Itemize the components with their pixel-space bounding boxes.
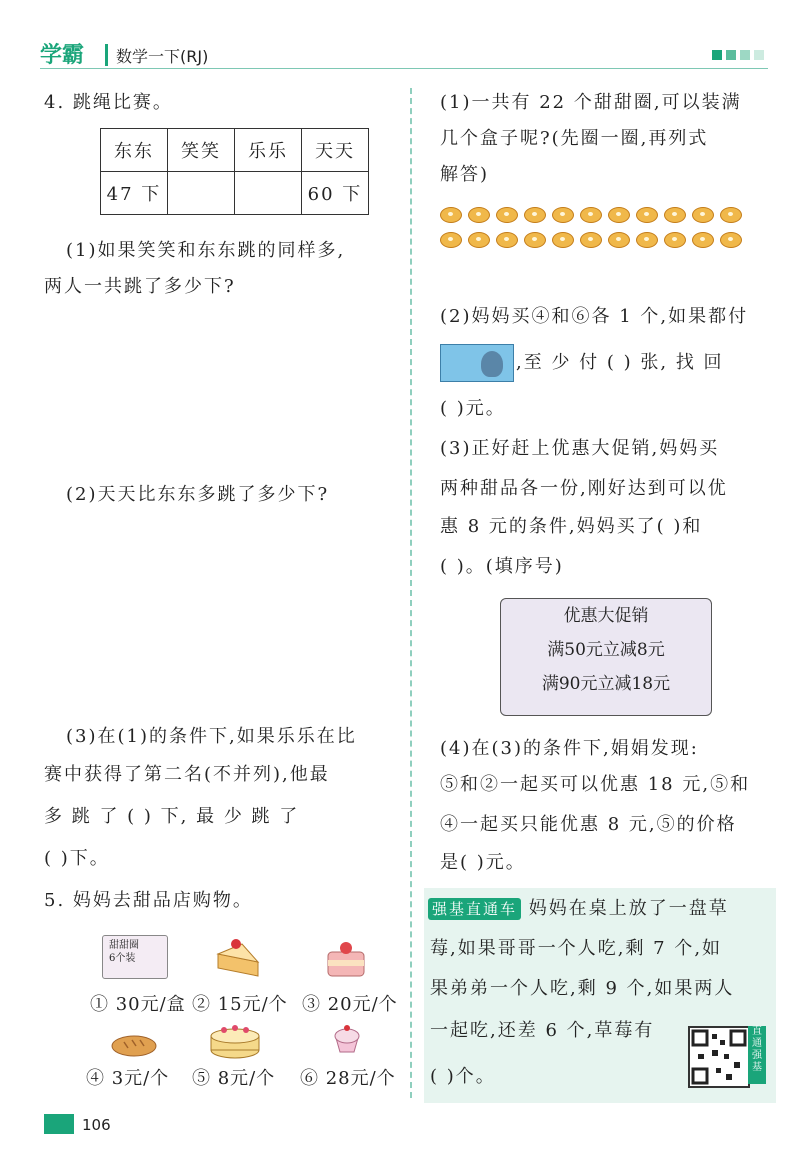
r-q4-line-2: ⑤和②一起买可以优惠 18 元,⑤和 — [440, 774, 751, 795]
tip-line-5: ( )个。 — [430, 1066, 496, 1087]
donut-icon — [440, 207, 462, 223]
donut-icon — [496, 232, 518, 248]
donut-icon — [692, 232, 714, 248]
column-divider — [410, 88, 412, 1098]
table-cell: 47 下 — [101, 172, 168, 215]
donut-icon — [636, 207, 658, 223]
donut-icon — [440, 232, 462, 248]
price-3: ③ 20元/个 — [302, 994, 398, 1015]
q4-1-line-2: 两人一共跳了多少下? — [44, 276, 236, 297]
header-rule — [40, 68, 768, 69]
table-row — [101, 129, 369, 172]
header-separator — [105, 44, 108, 66]
r-q4-line-3: ④一起买只能优惠 8 元,⑤的价格 — [440, 814, 737, 835]
r-q1-line-2: 几个盒子呢?(先圈一圈,再列式 — [440, 128, 709, 149]
donut-icon — [552, 232, 574, 248]
question-5-title: 5. 妈妈去甜品店购物。 — [44, 890, 253, 911]
qr-pattern-icon — [690, 1028, 748, 1086]
donut-icon — [608, 232, 630, 248]
strawberry-cake-icon — [324, 938, 368, 980]
r-q3-line-1: (3)正好赶上优惠大促销,妈妈买 — [440, 438, 720, 459]
table-cell: 东东 — [101, 129, 168, 172]
price-1: ① 30元/盒 — [90, 994, 186, 1015]
table-cell: 乐乐 — [235, 129, 302, 172]
tip-line-3: 果弟弟一个人吃,剩 9 个,如果两人 — [430, 978, 735, 999]
donut-icon — [524, 207, 546, 223]
cupcake-icon — [330, 1020, 364, 1054]
box-label-1: 甜甜圈 — [109, 940, 139, 951]
donut-icon — [608, 207, 630, 223]
cake-slice-icon — [214, 936, 262, 980]
donut-icon — [664, 232, 686, 248]
donut-icon — [524, 232, 546, 248]
donut-icon — [468, 232, 490, 248]
table-cell: 天天 — [302, 129, 369, 172]
donut-icon — [580, 232, 602, 248]
layer-cake-icon — [208, 1020, 262, 1060]
tip-line-1 — [428, 896, 729, 922]
tip-tag: 强基直通车 — [428, 898, 521, 920]
header-square-1 — [712, 50, 722, 60]
pencil-icon — [44, 1114, 74, 1134]
tip-text-1: 妈妈在桌上放了一盘草 — [528, 898, 729, 919]
donut-icon — [692, 207, 714, 223]
r-q4-line-4: 是( )元。 — [440, 852, 526, 873]
r-q2-line-3: ( )元。 — [440, 398, 506, 419]
r-q3-line-3: 惠 8 元的条件,妈妈买了( )和 — [440, 516, 703, 537]
box-label-2: 6个装 — [109, 953, 136, 964]
answer-cell[interactable] — [168, 172, 235, 215]
donut-icon — [636, 232, 658, 248]
promo-rule-2: 满90元立减18元 — [541, 674, 671, 694]
price-2: ② 15元/个 — [192, 994, 288, 1015]
qr-label: 直通强基 — [748, 1026, 766, 1084]
donut-row-1 — [440, 207, 760, 227]
banknote-image — [440, 344, 514, 382]
r-q2-line-1: (2)妈妈买④和⑥各 1 个,如果都付 — [440, 306, 749, 327]
table-cell: 60 下 — [302, 172, 369, 215]
score-table — [100, 128, 369, 215]
donut-icon — [664, 207, 686, 223]
donut-icon — [580, 207, 602, 223]
answer-cell[interactable] — [235, 172, 302, 215]
question-4-title: 4. 跳绳比赛。 — [44, 92, 173, 113]
r-q3-line-4: ( )。(填序号) — [440, 556, 564, 577]
r-q1-line-1: (1)一共有 22 个甜甜圈,可以装满 — [440, 92, 742, 113]
r-q3-line-2: 两种甜品各一份,刚好达到可以优 — [440, 478, 728, 499]
brand-logo: 学霸 — [40, 43, 85, 68]
table-cell: 笑笑 — [168, 129, 235, 172]
q4-3-line-2: 赛中获得了第二名(不并列),他最 — [44, 764, 330, 785]
donut-icon — [720, 207, 742, 223]
q4-3-line-1: (3)在(1)的条件下,如果乐乐在比 — [66, 726, 357, 747]
donut-icon — [720, 232, 742, 248]
header-square-3 — [740, 50, 750, 60]
donut-icon — [496, 207, 518, 223]
price-5: ⑤ 8元/个 — [192, 1068, 276, 1089]
donut-row-2 — [440, 232, 760, 252]
r-q2-line-2: ,至 少 付 ( ) 张, 找 回 — [516, 352, 724, 373]
promo-title: 优惠大促销 — [563, 606, 649, 626]
page-number: 106 — [82, 1116, 111, 1134]
donut-icon — [552, 207, 574, 223]
r-q1-line-3: 解答) — [440, 164, 490, 185]
promotion-box — [500, 598, 712, 716]
header-square-2 — [726, 50, 736, 60]
table-row — [101, 172, 369, 215]
tip-line-2: 莓,如果哥哥一个人吃,剩 7 个,如 — [430, 938, 723, 959]
price-4: ④ 3元/个 — [86, 1068, 170, 1089]
q4-2-text: (2)天天比东东多跳了多少下? — [66, 484, 330, 505]
q4-3-line-3: 多 跳 了 ( ) 下, 最 少 跳 了 — [44, 806, 300, 827]
qr-code[interactable] — [688, 1026, 750, 1088]
donut-icon — [468, 207, 490, 223]
price-6: ⑥ 28元/个 — [300, 1068, 396, 1089]
header-square-4 — [754, 50, 764, 60]
book-title: 数学一下(RJ) — [116, 47, 209, 66]
donut-box-image — [102, 935, 168, 979]
tip-line-4: 一起吃,还差 6 个,草莓有 — [430, 1020, 655, 1041]
promo-rule-1: 满50元立减8元 — [547, 640, 665, 660]
q4-1-line-1: (1)如果笑笑和东东跳的同样多, — [66, 240, 346, 261]
r-q4-line-1: (4)在(3)的条件下,娟娟发现: — [440, 738, 699, 759]
q4-3-line-4: ( )下。 — [44, 848, 110, 869]
bread-icon — [110, 1030, 158, 1058]
portrait-icon — [481, 351, 503, 377]
